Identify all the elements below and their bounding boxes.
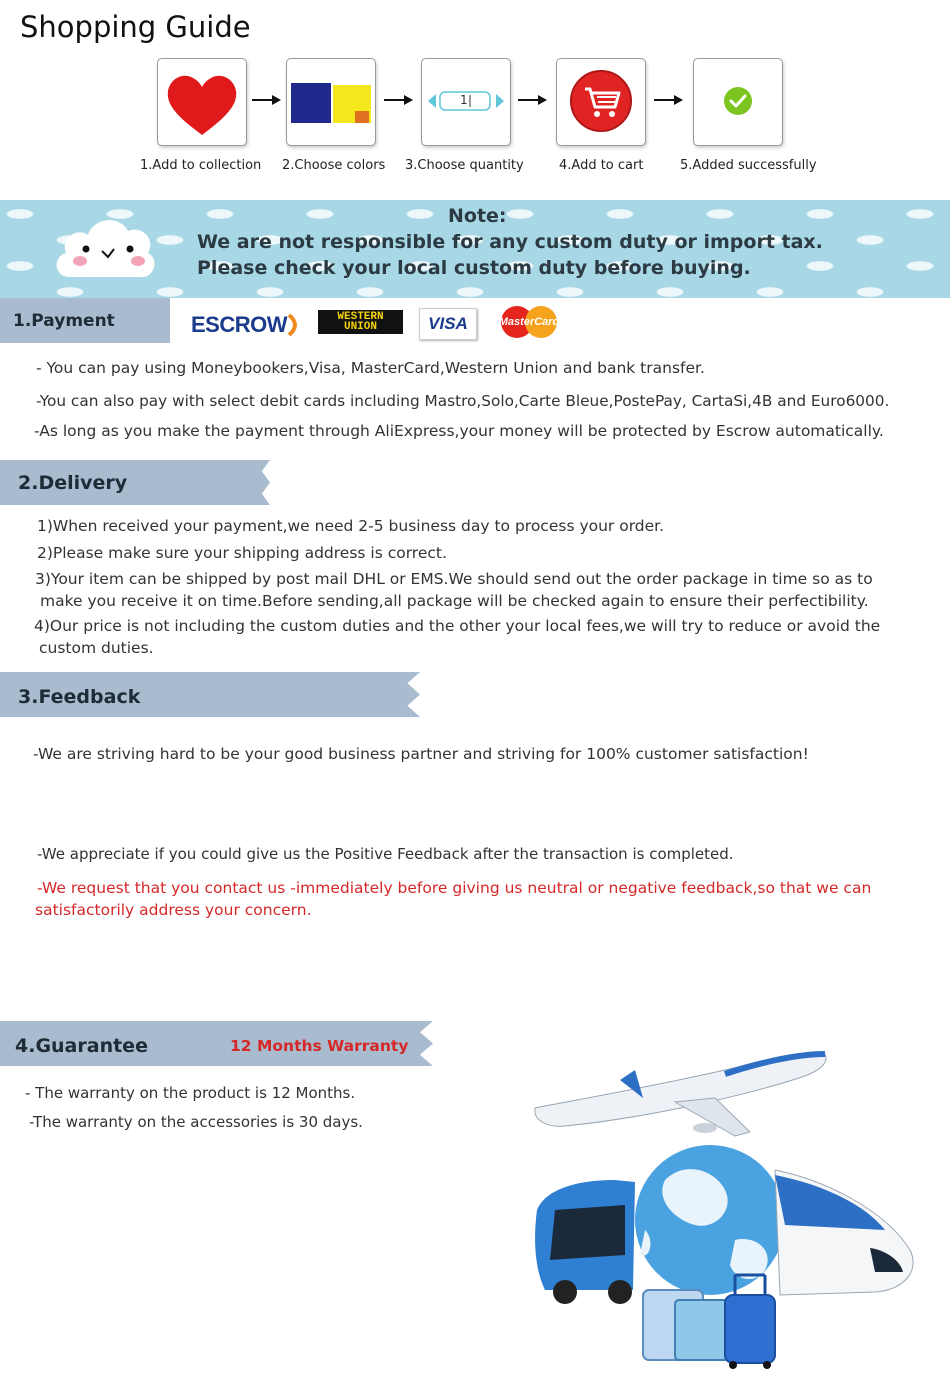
arrow-right-icon (516, 90, 548, 110)
check-icon (694, 59, 782, 145)
delivery-line: 2)Please make sure your shipping address is correct. (37, 544, 447, 562)
delivery-title: 2.Delivery (18, 472, 128, 494)
step-choose-quantity (421, 58, 511, 146)
step-added-successfully (693, 58, 783, 146)
step-choose-colors (286, 58, 376, 146)
step-add-to-cart (556, 58, 646, 146)
bus-icon (535, 1180, 635, 1304)
feedback-warning-line: -We request that you contact us -immediately before giving us neutral or negative feedback,so that we can (37, 879, 872, 897)
delivery-line: 4)Our price is not including the custom duties and the other your local fees,we will try to reduce or avoid the (34, 617, 881, 635)
note-title: Note: (448, 205, 507, 227)
western-union-logo: WESTERN UNION (318, 310, 403, 334)
visa-logo: VISA (419, 308, 477, 340)
note-line: We are not responsible for any custom duty or import tax. (197, 231, 823, 253)
escrow-swoosh-icon (287, 313, 301, 337)
feedback-line: -We appreciate if you could give us the Positive Feedback after the transaction is completed. (37, 845, 734, 863)
delivery-line: 1)When received your payment,we need 2-5 business day to process your order. (37, 517, 665, 535)
payment-line: -You can also pay with select debit cards including Mastro,Solo,Carte Bleue,PostePay, CartaSi,4B and Euro6000. (36, 392, 890, 410)
arrow-right-icon (250, 90, 282, 110)
payment-line: -As long as you make the payment through AliExpress,your money will be protected by Escrow automatically. (34, 422, 884, 440)
color-swatch-icon (287, 59, 375, 145)
guarantee-line: -The warranty on the accessories is 30 days. (29, 1113, 363, 1131)
step-label: 4.Add to cart (559, 158, 644, 173)
feedback-line: -We are striving hard to be your good business partner and striving for 100% customer satisfaction! (33, 745, 809, 763)
feedback-warning-line: satisfactorily address your concern. (35, 901, 312, 919)
warranty-badge: 12 Months Warranty (230, 1037, 409, 1055)
feedback-title: 3.Feedback (18, 686, 141, 708)
arrow-right-icon (652, 90, 684, 110)
note-line: Please check your local custom duty before buying. (197, 257, 751, 279)
delivery-line: 3)Your item can be shipped by post mail DHL or EMS.We should send out the order package in time so as to (35, 570, 873, 588)
step-label: 3.Choose quantity (405, 158, 524, 173)
mastercard-logo: MasterCard (497, 305, 561, 339)
step-label: 2.Choose colors (282, 158, 386, 173)
quantity-value: 1 (460, 93, 468, 107)
step-add-to-collection (157, 58, 247, 146)
guarantee-title: 4.Guarantee (15, 1035, 148, 1057)
shipping-illustration (525, 1040, 930, 1385)
train-icon (775, 1170, 913, 1295)
cloud-face-icon (50, 203, 160, 287)
page-title: Shopping Guide (20, 10, 251, 44)
escrow-logo: ESCROW (190, 310, 302, 340)
step-label: 5.Added successfully (680, 158, 817, 173)
delivery-line: make you receive it on time.Before sending,all package will be checked again to ensure their perfectibility. (40, 592, 869, 610)
delivery-line: custom duties. (39, 639, 154, 657)
payment-title: 1.Payment (13, 311, 115, 331)
airplane-icon (535, 1053, 826, 1136)
payment-line: - You can pay using Moneybookers,Visa, MasterCard,Western Union and bank transfer. (36, 359, 705, 377)
guarantee-line: - The warranty on the product is 12 Months. (25, 1084, 356, 1102)
step-label: 1.Add to collection (140, 158, 262, 173)
globe-icon (635, 1145, 785, 1295)
heart-icon (158, 59, 246, 145)
arrow-right-icon (382, 90, 414, 110)
shopping-cart-icon (557, 59, 645, 145)
